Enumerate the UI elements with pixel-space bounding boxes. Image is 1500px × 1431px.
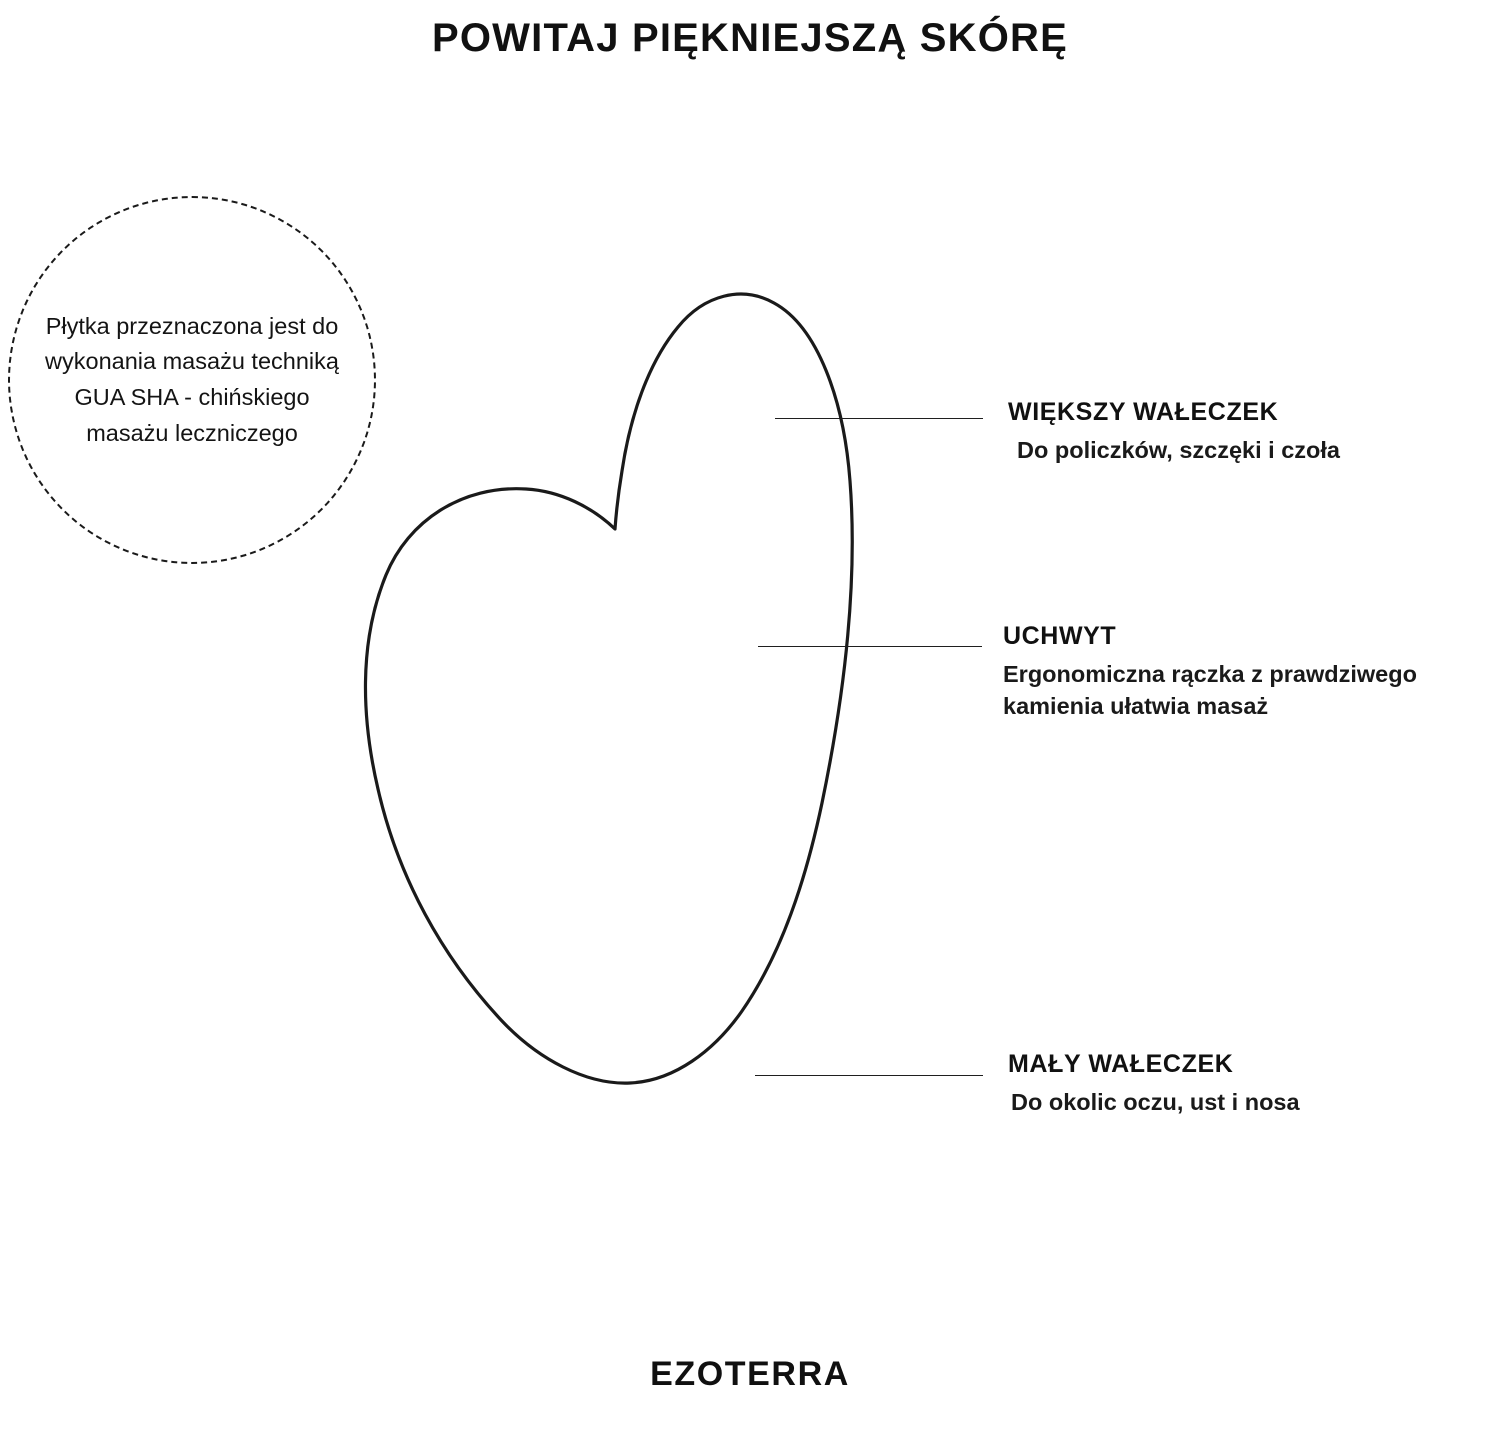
callout-title-handle: UCHWYT xyxy=(1003,622,1117,650)
callout-handle xyxy=(1003,622,1493,722)
brand-name: EZOTERRA xyxy=(650,1355,850,1393)
info-bubble xyxy=(8,196,376,564)
callout-description-small-roller: Do okolic oczu, ust i nosa xyxy=(1011,1089,1300,1115)
callout-title-larger-roller: WIĘKSZY WAŁECZEK xyxy=(1008,398,1279,426)
callout-title-small-roller: MAŁY WAŁECZEK xyxy=(1008,1050,1234,1078)
callout-larger-roller xyxy=(1008,398,1478,467)
info-bubble-text: Płytka przeznaczona jest do wykonania masażu techniką GUA SHA - chińskiego masażu leczniczego xyxy=(45,312,339,446)
callout-description-larger-roller: Do policzków, szczęki i czoła xyxy=(1017,437,1340,463)
callout-line-small-roller xyxy=(755,1075,983,1076)
page-title: POWITAJ PIĘKNIEJSZĄ SKÓRĘ xyxy=(431,16,1068,60)
gua-sha-stone-outline-icon xyxy=(330,285,910,1095)
callout-line-handle xyxy=(758,646,982,647)
callout-line-larger-roller xyxy=(775,418,983,419)
callout-description-handle: Ergonomiczna rączka z prawdziwego kamienia ułatwia masaż xyxy=(1003,661,1417,719)
callout-small-roller xyxy=(1008,1050,1478,1119)
